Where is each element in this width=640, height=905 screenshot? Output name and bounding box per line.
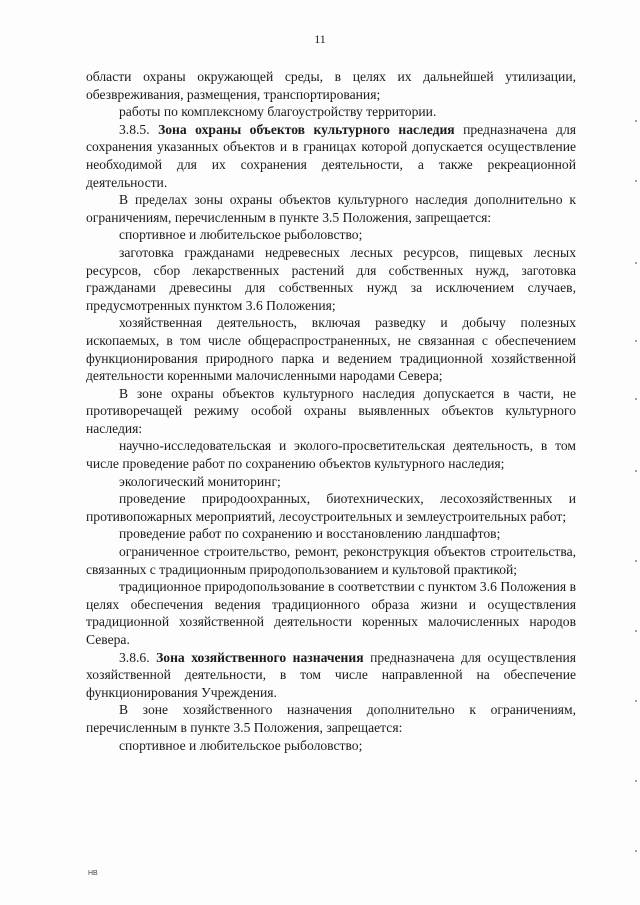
list-item: научно-исследовательская и эколого-просветительская деятельность, в том числе проведение работ по сохранению объектов культурного наследия; [86, 438, 576, 472]
section-term: Зона охраны объектов культурного наследия [158, 121, 455, 137]
document-body [86, 68, 576, 754]
list-item: экологический мониторинг; [119, 473, 281, 489]
list-item: хозяйственная деятельность, включая разведку и добычу полезных ископаемых, в том числе общераспространенных, не связанная с обеспечением функционирования природного парка и ведением традиционной хозяйственной деятельности коренными малочисленными народами Севера; [86, 315, 576, 384]
section-term: Зона хозяйственного назначения [156, 649, 364, 665]
scan-edge-dots [635, 0, 638, 905]
list-item: традиционное природопользование в соответствии с пунктом 3.6 Положения в целях обеспечения ведения традиционного образа жизни и осуществления традиционной хозяйственной деятельности коренных малочисленных народов Севера. [86, 579, 576, 647]
section-number: 3.8.6. [119, 649, 150, 665]
footer-mark: НВ [88, 870, 98, 877]
list-item: ограниченное строительство, ремонт, реконструкция объектов строительства, связанных с традиционным природопользованием и культовой практикой; [86, 544, 576, 577]
section-3-8-5-heading [86, 121, 576, 191]
list-item: проведение работ по сохранению и восстановлению ландшафтов; [119, 526, 501, 542]
prohibition-intro: В пределах зоны охраны объектов культурного наследия дополнительно к ограничениям, перечисленным в пункте 3.5 Положения, запрещается: [86, 192, 576, 225]
section-text: предназначена для осуществления хозяйственной деятельности, в том числе направленной на обеспечение функционирования Учреждения. [86, 649, 576, 700]
list-item: проведение природоохранных, биотехнических, лесохозяйственных и противопожарных мероприятий, лесоустроительных и землеустроительных работ; [86, 491, 576, 524]
list-item: спортивное и любительское рыболовство; [119, 227, 363, 243]
page-number: 11 [314, 32, 326, 46]
section-3-8-6-heading [86, 649, 576, 702]
section-text: предназначена для сохранения указанных объектов и в границах которой допускается осуществление необходимой для их сохранения деятельности, а также рекреационной деятельности. [86, 121, 576, 190]
paragraph: области охраны окружающей среды, в целях их дальнейшей утилизации, обезвреживания, размещения, транспортирования; [86, 69, 576, 102]
allowed-intro: В зоне охраны объектов культурного наследия допускается в части, не противоречащей режиму особой охраны выявленных объектов культурного наследия: [86, 385, 576, 436]
paragraph: работы по комплексному благоустройству территории. [119, 104, 437, 120]
section-number: 3.8.5. [119, 121, 150, 137]
list-item: спортивное и любительское рыболовство; [119, 737, 363, 753]
list-item: заготовка гражданами недревесных лесных ресурсов, пищевых лесных ресурсов, сбор лекарственных растений для собственных нужд, заготовка гражданами древесины для собственных нужд за исключением случаев, предусмотренных пунктом 3.6 Положения; [86, 244, 576, 313]
prohibition-intro: В зоне хозяйственного назначения дополнительно к ограничениям, перечисленным в пункте 3.5 Положения, запрещается: [86, 702, 576, 735]
